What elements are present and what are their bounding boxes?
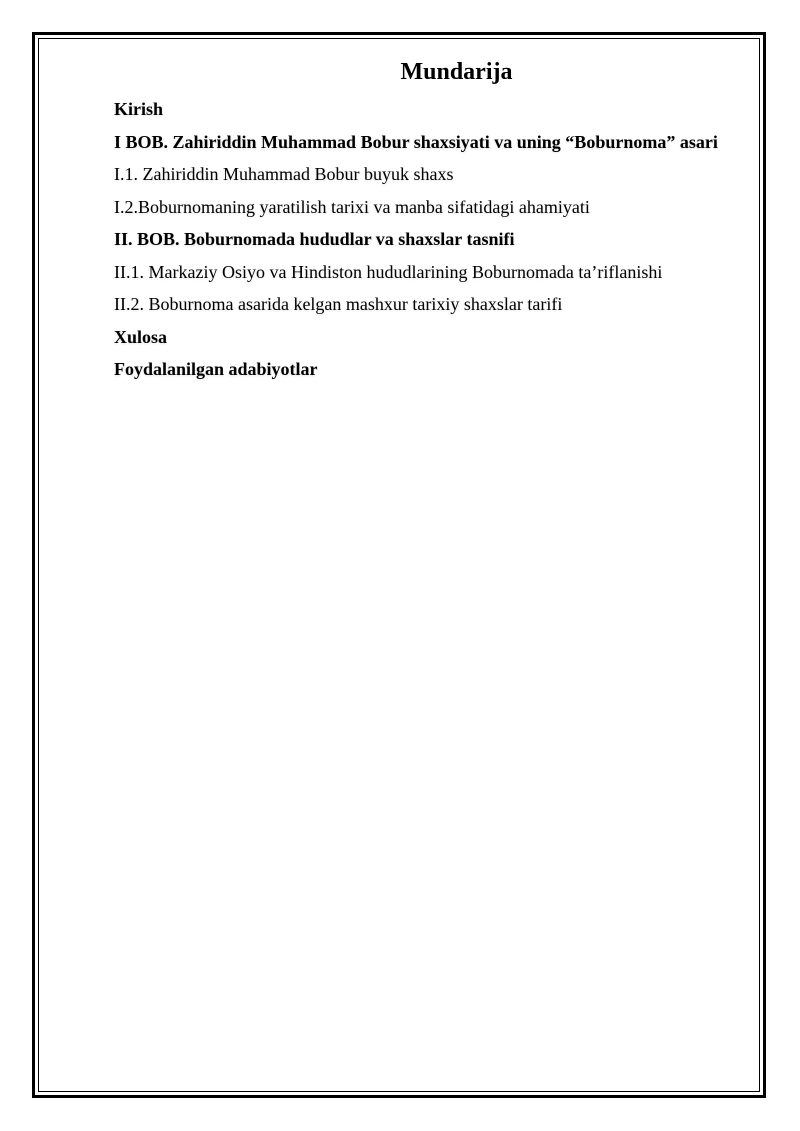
toc-item-section-2-1: II.1. Markaziy Osiyo va Hindiston hududlarining Boburnomada ta’riflanishi	[114, 261, 663, 282]
toc-item-chapter-1: I BOB. Zahiriddin Muhammad Bobur shaxsiyati va uning “Boburnoma” asari	[114, 131, 718, 152]
toc-item-section-1-2: I.2.Boburnomaning yaratilish tarixi va manba sifatidagi ahamiyati	[114, 196, 590, 217]
toc-item-section-1-1: I.1. Zahiriddin Muhammad Bobur buyuk shaxs	[114, 164, 454, 184]
toc-item-references: Foydalanilgan adabiyotlar	[114, 359, 318, 379]
toc-item-section-2-2: II.2. Boburnoma asarida kelgan mashxur tarixiy shaxslar tarifi	[114, 294, 563, 314]
toc-item-chapter-2: II. BOB. Boburnomada hududlar va shaxslar tasnifi	[114, 229, 515, 249]
table-of-contents	[114, 56, 754, 391]
toc-item-conclusion: Xulosa	[114, 326, 168, 347]
page-title: Mundarija	[400, 59, 513, 85]
toc-item-introduction: Kirish	[114, 99, 164, 119]
